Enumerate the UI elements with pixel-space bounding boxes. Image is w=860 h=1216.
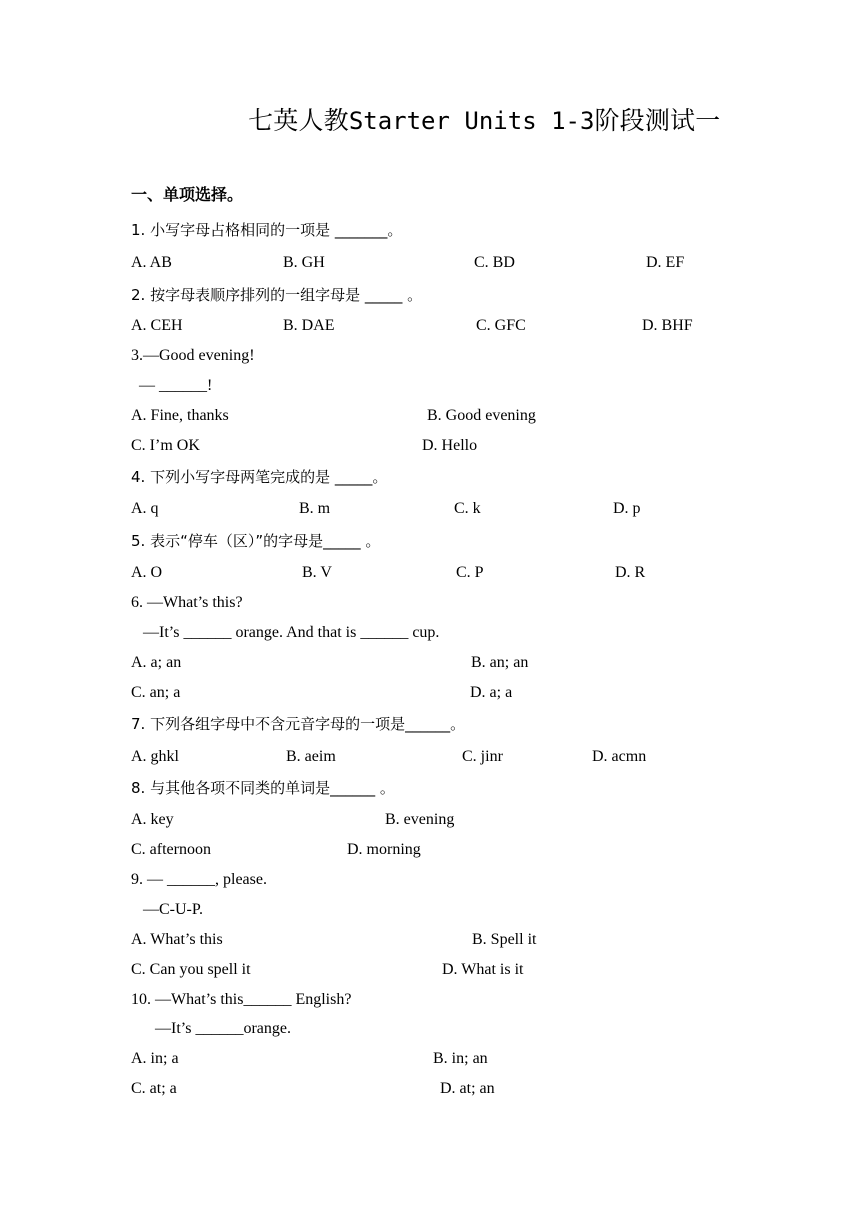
q4-option-a: A. q bbox=[131, 500, 159, 517]
q7-option-d: D. acmn bbox=[592, 748, 647, 765]
question-5-stem: 5. 表示“停车（区）”的字母是_____ 。 bbox=[131, 532, 381, 550]
q6-option-a: A. a; an bbox=[131, 654, 182, 671]
question-9-stem: 9. — ______, please. bbox=[131, 871, 267, 888]
q7-option-a: A. ghkl bbox=[131, 748, 179, 765]
question-6-answer-line: —It’s ______ orange. And that is ______ cup. bbox=[131, 624, 440, 641]
q10-option-a: A. in; a bbox=[131, 1050, 179, 1067]
question-3-answer-line: — ______! bbox=[131, 377, 213, 394]
q4-option-c: C. k bbox=[454, 500, 481, 517]
q9-option-a: A. What’s this bbox=[131, 931, 223, 948]
q7-option-c: C. jinr bbox=[462, 748, 503, 765]
q3-option-b: B. Good evening bbox=[427, 407, 536, 424]
question-9-answer-line: —C-U-P. bbox=[131, 901, 204, 918]
title-english: Starter Units 1-3 bbox=[348, 107, 595, 135]
q2-option-a: A. CEH bbox=[131, 317, 183, 334]
q2-option-c: C. GFC bbox=[476, 317, 526, 334]
q1-option-b: B. GH bbox=[283, 254, 325, 271]
q7-option-b: B. aeim bbox=[286, 748, 336, 765]
section-heading: 一、单项选择。 bbox=[131, 185, 244, 204]
question-4-stem: 4. 下列小写字母两笔完成的是 _____。 bbox=[131, 468, 388, 486]
q5-option-a: A. O bbox=[131, 564, 163, 581]
q5-option-c: C. P bbox=[456, 564, 484, 581]
q9-option-d: D. What is it bbox=[442, 961, 524, 978]
q10-option-c: C. at; a bbox=[131, 1080, 177, 1097]
q3-option-d: D. Hello bbox=[422, 437, 478, 454]
question-8-stem: 8. 与其他各项不同类的单词是______ 。 bbox=[131, 779, 395, 797]
q1-option-d: D. EF bbox=[646, 254, 685, 271]
q8-option-d: D. morning bbox=[347, 841, 421, 858]
question-6-stem: 6. —What’s this? bbox=[131, 594, 243, 611]
question-10-answer-line: —It’s ______orange. bbox=[131, 1020, 291, 1037]
question-7-stem: 7. 下列各组字母中不含元音字母的一项是______。 bbox=[131, 715, 466, 733]
q3-option-c: C. I’m OK bbox=[131, 437, 200, 454]
title-prefix: 七英人教 bbox=[248, 108, 349, 135]
q6-option-d: D. a; a bbox=[470, 684, 513, 701]
q2-option-b: B. DAE bbox=[283, 317, 335, 334]
title-suffix: 阶段测试一 bbox=[594, 108, 721, 135]
question-10-stem: 10. —What’s this______ English? bbox=[131, 991, 352, 1008]
q5-option-d: D. R bbox=[615, 564, 646, 581]
q5-option-b: B. V bbox=[302, 564, 332, 581]
q8-option-c: C. afternoon bbox=[131, 841, 211, 858]
q10-option-d: D. at; an bbox=[440, 1080, 495, 1097]
q9-option-c: C. Can you spell it bbox=[131, 961, 251, 978]
question-3-stem: 3.—Good evening! bbox=[131, 347, 255, 364]
q1-option-a: A. AB bbox=[131, 254, 172, 271]
q8-option-b: B. evening bbox=[385, 811, 455, 828]
q1-option-c: C. BD bbox=[474, 254, 515, 271]
q6-option-c: C. an; a bbox=[131, 684, 181, 701]
q8-option-a: A. key bbox=[131, 811, 174, 828]
q10-option-b: B. in; an bbox=[433, 1050, 488, 1067]
q2-option-d: D. BHF bbox=[642, 317, 693, 334]
q9-option-b: B. Spell it bbox=[472, 931, 537, 948]
page-title bbox=[248, 104, 720, 139]
q6-option-b: B. an; an bbox=[471, 654, 529, 671]
q4-option-b: B. m bbox=[299, 500, 331, 517]
q3-option-a: A. Fine, thanks bbox=[131, 407, 229, 424]
question-1-stem: 1. 小写字母占格相同的一项是 _______。 bbox=[131, 221, 403, 239]
q4-option-d: D. p bbox=[613, 500, 641, 517]
question-2-stem: 2. 按字母表顺序排列的一组字母是 _____ 。 bbox=[131, 286, 423, 304]
